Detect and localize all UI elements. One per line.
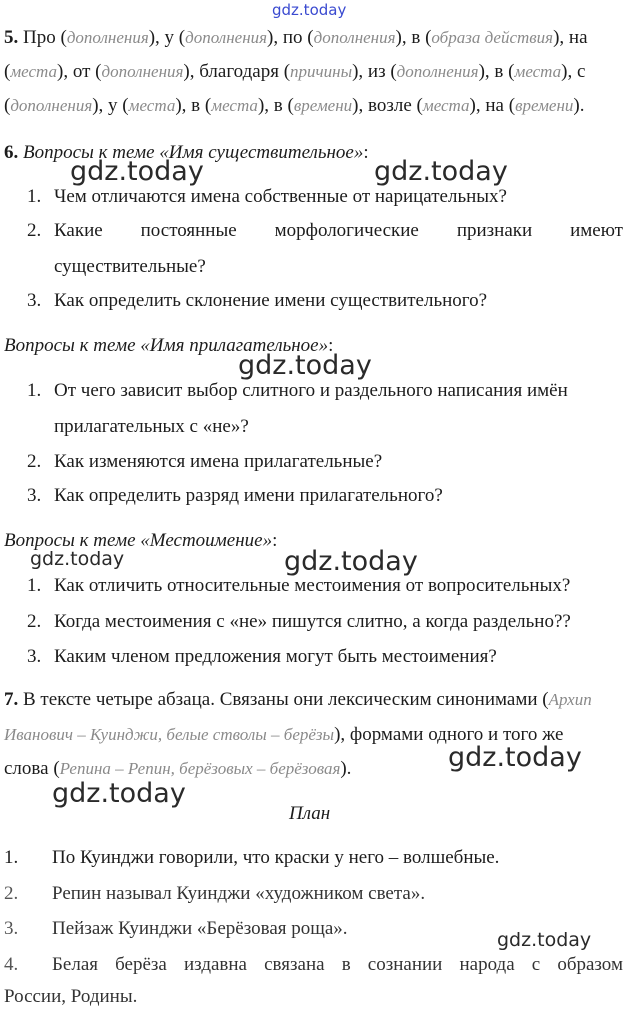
- plan-item-text: Пейзаж Куинджи «Берёзовая роща».: [52, 918, 348, 939]
- list-item-text: Каким членом предложения могут быть местоимения?: [54, 646, 497, 667]
- watermark: gdz.today: [448, 742, 582, 773]
- list-item-continuation: существительные?: [54, 256, 206, 277]
- plan-title: План: [289, 803, 331, 824]
- watermark: gdz.today: [70, 156, 204, 187]
- list-number: 1.: [27, 186, 42, 207]
- list-number: 1.: [27, 575, 42, 596]
- list-number: 2.: [27, 611, 42, 632]
- plan-item-text: Репин называл Куинджи «художником света».: [52, 883, 426, 904]
- section-5-line-2: (места), от (дополнения), благодаря (причины), из (дополнения), в (места), с: [4, 61, 586, 82]
- section-7-line-1: 7. В тексте четыре абзаца. Связаны они лексическим синонимами (Архип: [4, 689, 592, 710]
- plan-item-text: По Куинджи говорили, что краски у него – волшебные.: [52, 847, 500, 868]
- adj-heading: Вопросы к теме «Имя прилагательное»:: [4, 335, 334, 356]
- list-item-text: Как определить разряд имени прилагательного?: [54, 485, 443, 506]
- list-number: 1.: [27, 380, 42, 401]
- plan-item-continuation: России, Родины.: [4, 986, 138, 1007]
- section-5-line-1: 5. Про (дополнения), у (дополнения), по (дополнения), в (образа действия), на: [4, 27, 588, 48]
- plan-number: 2.: [4, 883, 19, 904]
- section-6-number: 6.: [4, 142, 19, 163]
- section-5-line-3: (дополнения), у (места), в (места), в (времени), возле (места), на (времени).: [4, 95, 585, 116]
- plan-number: 3.: [4, 918, 19, 939]
- watermark: gdz.today: [30, 548, 125, 570]
- watermark: gdz.today: [497, 929, 592, 951]
- list-number: 3.: [27, 290, 42, 311]
- list-item-text: Какие постоянные морфологические признаки имеют: [54, 220, 623, 241]
- section-7-number: 7.: [4, 689, 19, 710]
- list-item-continuation: прилагательных с «не»?: [54, 416, 249, 437]
- watermark: gdz.today: [52, 778, 186, 809]
- list-number: 2.: [27, 220, 42, 241]
- list-item-text: Как отличить относительные местоимения от вопросительных?: [54, 575, 571, 596]
- list-number: 3.: [27, 646, 42, 667]
- plan-number: 1.: [4, 847, 19, 868]
- list-item-text: Чем отличаются имена собственные от нарицательных?: [54, 186, 507, 207]
- list-item-text: От чего зависит выбор слитного и раздельного написания имён: [54, 380, 568, 401]
- list-item-text: Как изменяются имена прилагательные?: [54, 451, 383, 472]
- watermark: gdz.today: [238, 350, 372, 381]
- list-number: 3.: [27, 485, 42, 506]
- section-7-line-3: слова (Репина – Репин, берёзовых – берёзовая).: [4, 758, 352, 779]
- plan-item-text: Белая берёза издавна связана в сознании народа с образом: [52, 954, 623, 975]
- list-item-text: Как определить склонение имени существительного?: [54, 290, 488, 311]
- pron-heading: Вопросы к теме «Местоимение»:: [4, 530, 278, 551]
- watermark-top: gdz.today: [272, 1, 347, 19]
- watermark: gdz.today: [374, 156, 508, 187]
- watermark: gdz.today: [284, 546, 418, 577]
- plan-number: 4.: [4, 954, 19, 975]
- list-number: 2.: [27, 451, 42, 472]
- section-7-line-2: Иванович – Куинджи, белые стволы – берёзы), формами одного и того же: [4, 724, 564, 745]
- list-item-text: Когда местоимения с «не» пишутся слитно, а когда раздельно??: [54, 611, 571, 632]
- section-6-heading: 6. Вопросы к теме «Имя существительное»:: [4, 142, 369, 163]
- section-5-number: 5.: [4, 27, 19, 48]
